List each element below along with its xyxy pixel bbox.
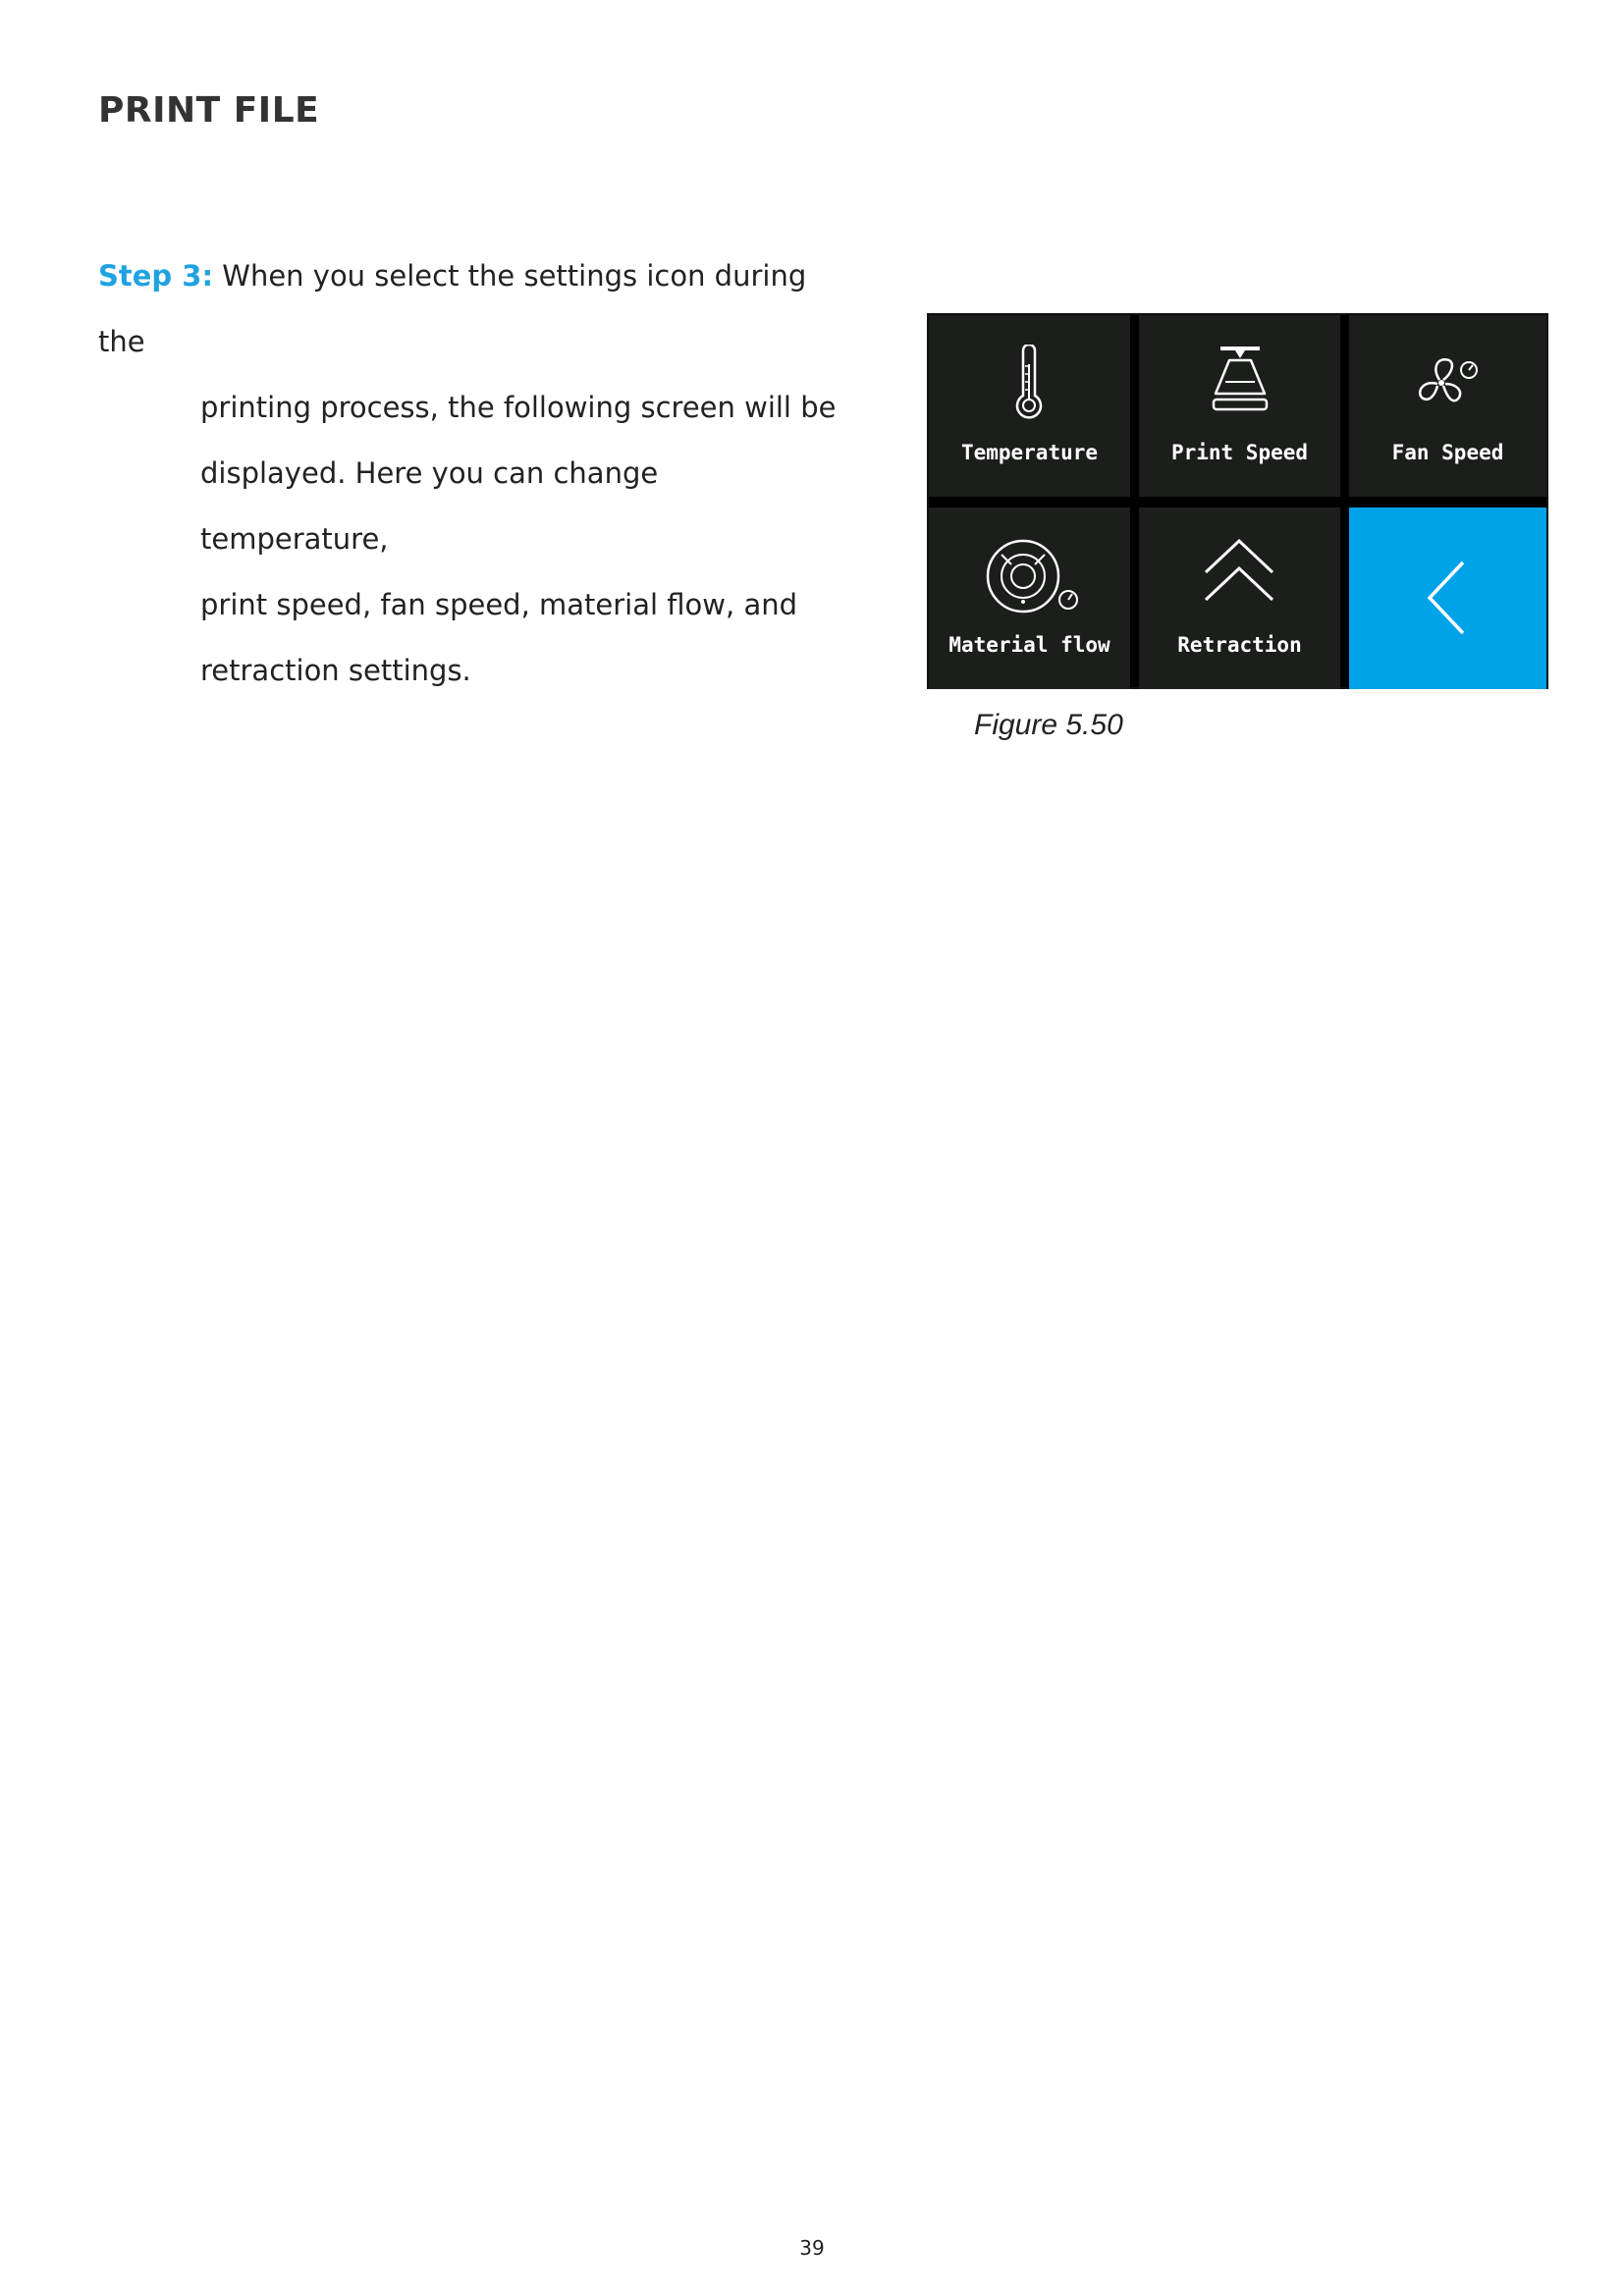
step-text-4: print speed, fan speed, material flow, and (200, 588, 798, 621)
tile-label-retraction: Retraction (1177, 633, 1302, 657)
retraction-icon (1200, 537, 1278, 606)
figure-caption: Figure 5.50 (974, 709, 1123, 741)
step-text-3: displayed. Here you can change temperature, (200, 456, 659, 556)
tile-label-temperature: Temperature (960, 441, 1099, 464)
page-title: PRINT FILE (98, 90, 320, 131)
fan-speed-icon (1408, 350, 1487, 419)
print-speed-tile[interactable] (1139, 315, 1340, 497)
step-label: Step 3: (98, 259, 214, 293)
step-text-5: retraction settings. (200, 654, 471, 687)
tile-label-print-speed: Print Speed (1170, 441, 1309, 464)
material-flow-tile[interactable] (929, 507, 1130, 689)
page-number: 39 (799, 2236, 825, 2260)
retraction-tile[interactable] (1139, 507, 1340, 689)
step-text-1: When you select the settings icon during the (98, 259, 807, 358)
tile-label-material-flow: Material flow (948, 633, 1110, 657)
thermometer-icon (1009, 345, 1049, 423)
back-arrow-icon (1424, 559, 1473, 637)
material-flow-icon (978, 531, 1086, 619)
temperature-tile[interactable] (929, 315, 1130, 497)
step-3-paragraph (98, 243, 844, 704)
back-button[interactable] (1349, 507, 1546, 689)
printer-settings-screen (927, 313, 1548, 689)
tile-label-fan-speed: Fan Speed (1391, 441, 1504, 464)
fan-speed-tile[interactable] (1349, 315, 1546, 497)
print-speed-icon (1206, 343, 1274, 421)
step-text-2: printing process, the following screen will be (200, 391, 837, 424)
step-line-1 (98, 243, 844, 375)
